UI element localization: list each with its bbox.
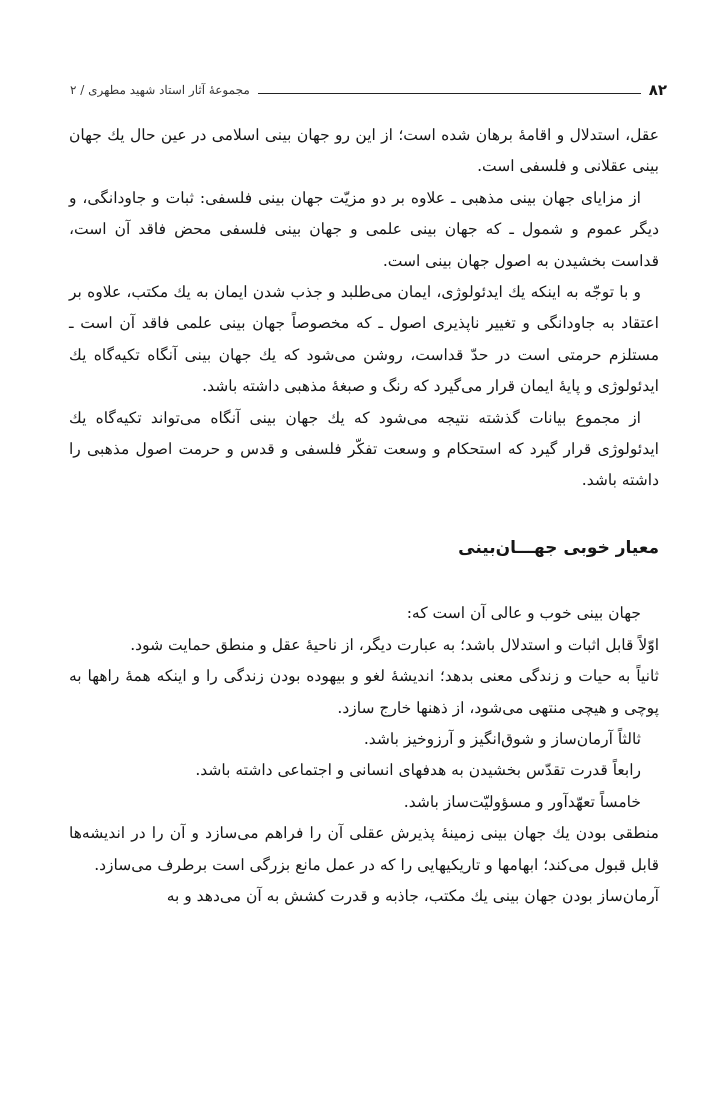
criteria-item: خامساً تعهّدآور و مسؤولیّت‌ساز باشد. (403, 792, 641, 811)
criteria-item: ثالثاً آرمان‌ساز و شوق‌انگیز و آرزوخیز باشد. (363, 729, 641, 748)
section-intro: جهان بینی خوب و عالی آن است كه: (406, 604, 641, 623)
body-paragraph: از مزایای جهان بینی مذهبی ـ علاوه بر دو مزیّت جهان بینی فلسفی: ثبات و جاودانگی، و دیگر عموم و شمول ـ كه جهان بینی علمی و جهان بینی فلسفی محض فاقد آن است، قداست بخشیدن به اصول جهان بینی است. (69, 188, 659, 270)
criteria-list (69, 598, 659, 912)
page-header (70, 78, 667, 102)
body-paragraph: عقل، استدلال و اقامهٔ برهان شده است؛ از این رو جهان بینی اسلامی در عین حال یك جهان بینی عقلانی و فلسفی است. (69, 126, 659, 176)
page-number: ۸۲ (648, 81, 667, 99)
criteria-item: رابعاً قدرت تقدّس بخشیدن به هدفهای انسانی و اجتماعی داشته باشد. (195, 761, 641, 780)
page-body (69, 120, 659, 912)
section-title: معیار خوبی جهـــان‌بینی (458, 537, 659, 558)
running-title: مجموعهٔ آثار استاد شهید مطهری / ۲ (70, 83, 250, 97)
closing-paragraph: آرمان‌ساز بودن جهان بینی یك مكتب، جاذبه و قدرت كشش به آن می‌دهد و به (166, 886, 659, 905)
criteria-item: اوّلاً قابل اثبات و استدلال باشد؛ به عبارت دیگر، از ناحیهٔ عقل و منطق حمایت شود. (130, 635, 659, 654)
body-paragraph: از مجموع بیانات گذشته نتیجه می‌شود كه یك جهان بینی آنگاه می‌تواند تكیه‌گاه یك ایدئولوژی قرار گیرد كه استحكام و وسعت تفكّر فلسفی و قدس و حرمت اصول مذهبی را داشته باشد. (69, 408, 659, 490)
header-rule (258, 93, 641, 94)
closing-paragraph: منطقی بودن یك جهان بینی زمینهٔ پذیرش عقلی آن را فراهم می‌سازد و آن را در اندیشه‌ها قابل قبول می‌كند؛ ابهامها و تاریكیهایی را كه در عمل مانع بزرگی است برطرف می‌سازد. (69, 824, 659, 874)
body-paragraph: و با توجّه به اینكه یك ایدئولوژی، ایمان می‌طلبد و جذب شدن ایمان به یك مكتب، علاوه بر اعتقاد به جاودانگی و تغییر ناپذیری اصول ـ كه مخصوصاً جهان بینی علمی فاقد آن است ـ مستلزم حرمتی است در حدّ قداست، روشن می‌شود كه یك جهان بینی آنگاه تكیه‌گاه یك ایدئولوژی و پایهٔ ایمان قرار می‌گیرد كه رنگ و صبغهٔ مذهبی داشته باشد. (69, 283, 659, 396)
criteria-item: ثانیاً به حیات و زندگی معنی بدهد؛ اندیشهٔ لغو و بیهوده بودن زندگی را و اینكه همهٔ راهها به پوچی و هیچی منتهی می‌شود، از ذهنها خارج سازد. (69, 667, 659, 717)
